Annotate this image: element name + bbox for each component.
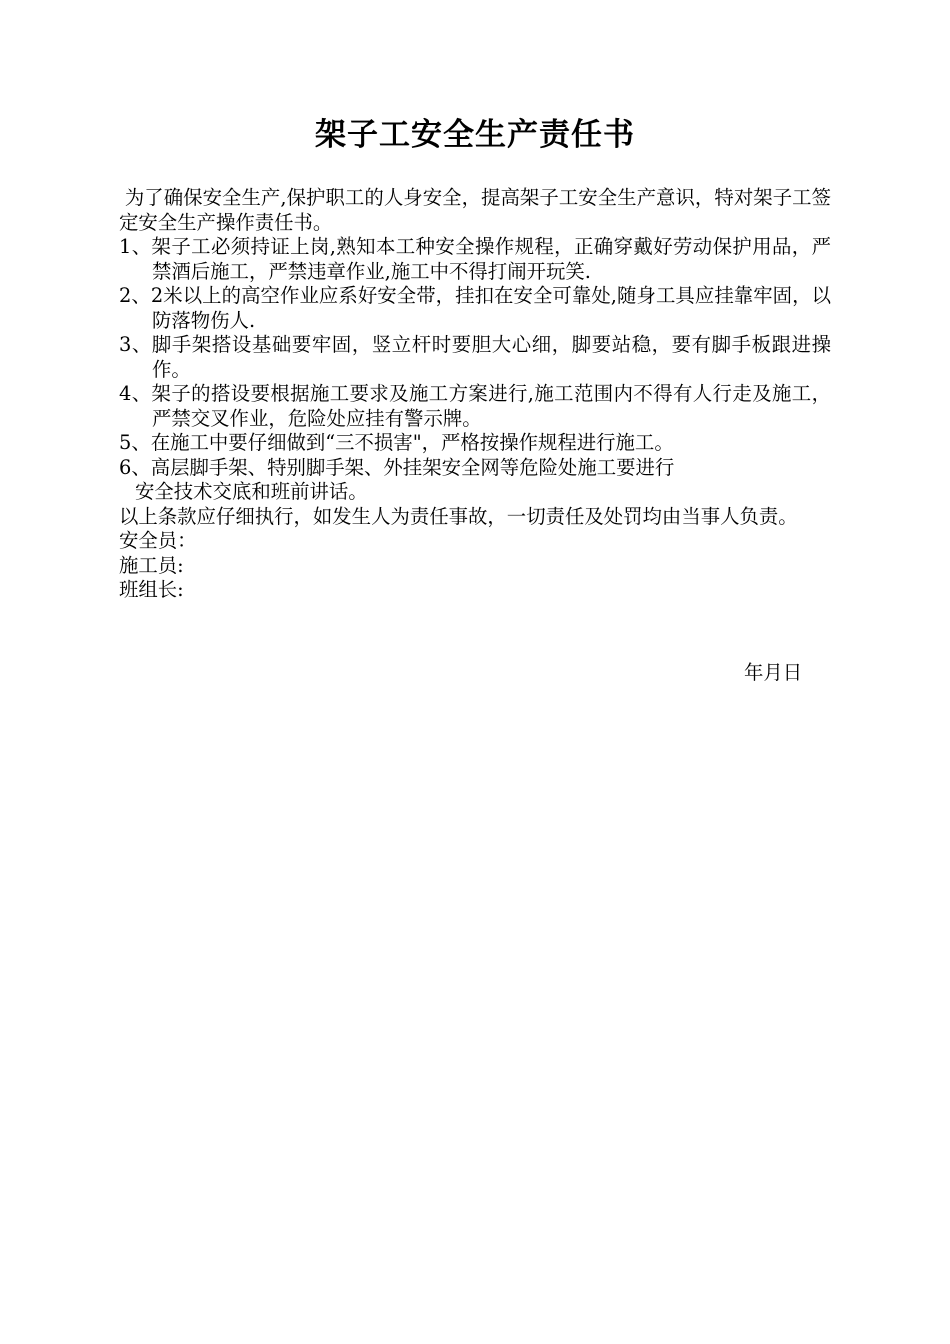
- clause-4: 4、架子的搭设要根据施工要求及施工方案进行,施工范围内不得有人行走及施工，严禁交叉作业，危险处应挂有警示牌。: [119, 382, 831, 430]
- safety-officer-signature: 安全员：: [119, 529, 197, 552]
- clause-3: 3、脚手架搭设基础要牢固，竖立杆时要胆大心细，脚要站稳，要有脚手板跟进操作。: [119, 333, 831, 381]
- clause-6-line-2: 安全技术交底和班前讲话。: [135, 480, 368, 503]
- date-line: 年月日: [744, 661, 803, 684]
- clause-5: 5、在施工中要仔细做到“三不损害"，严格按操作规程进行施工。: [119, 431, 674, 454]
- team-leader-signature: 班组长:: [119, 578, 184, 601]
- constructor-signature: 施工员:: [119, 553, 184, 577]
- clause-2: 2、2米以上的高空作业应系好安全带，挂扣在安全可靠处,随身工具应挂靠牢固，以防落物伤人.: [119, 284, 831, 332]
- clause-1: 1、架子工必须持证上岗,熟知本工种安全操作规程，正确穿戴好劳动保护用品，严禁酒后施工，严禁违章作业,施工中不得打闹开玩笑.: [119, 235, 831, 283]
- clause-6-line-1: 6、高层脚手架、特别脚手架、外挂架安全网等危险处施工要进行: [119, 455, 675, 479]
- document-body: [119, 186, 831, 603]
- closing-paragraph: 以上条款应仔细执行，如发生人为责任事故，一切责任及处罚均由当事人负责。: [119, 504, 798, 528]
- document-title: 架子工安全生产责任书: [315, 117, 635, 153]
- intro-paragraph: 为了确保安全生产,保护职工的人身安全，提高架子工安全生产意识，特对架子工签定安全生产操作责任书。: [119, 186, 831, 234]
